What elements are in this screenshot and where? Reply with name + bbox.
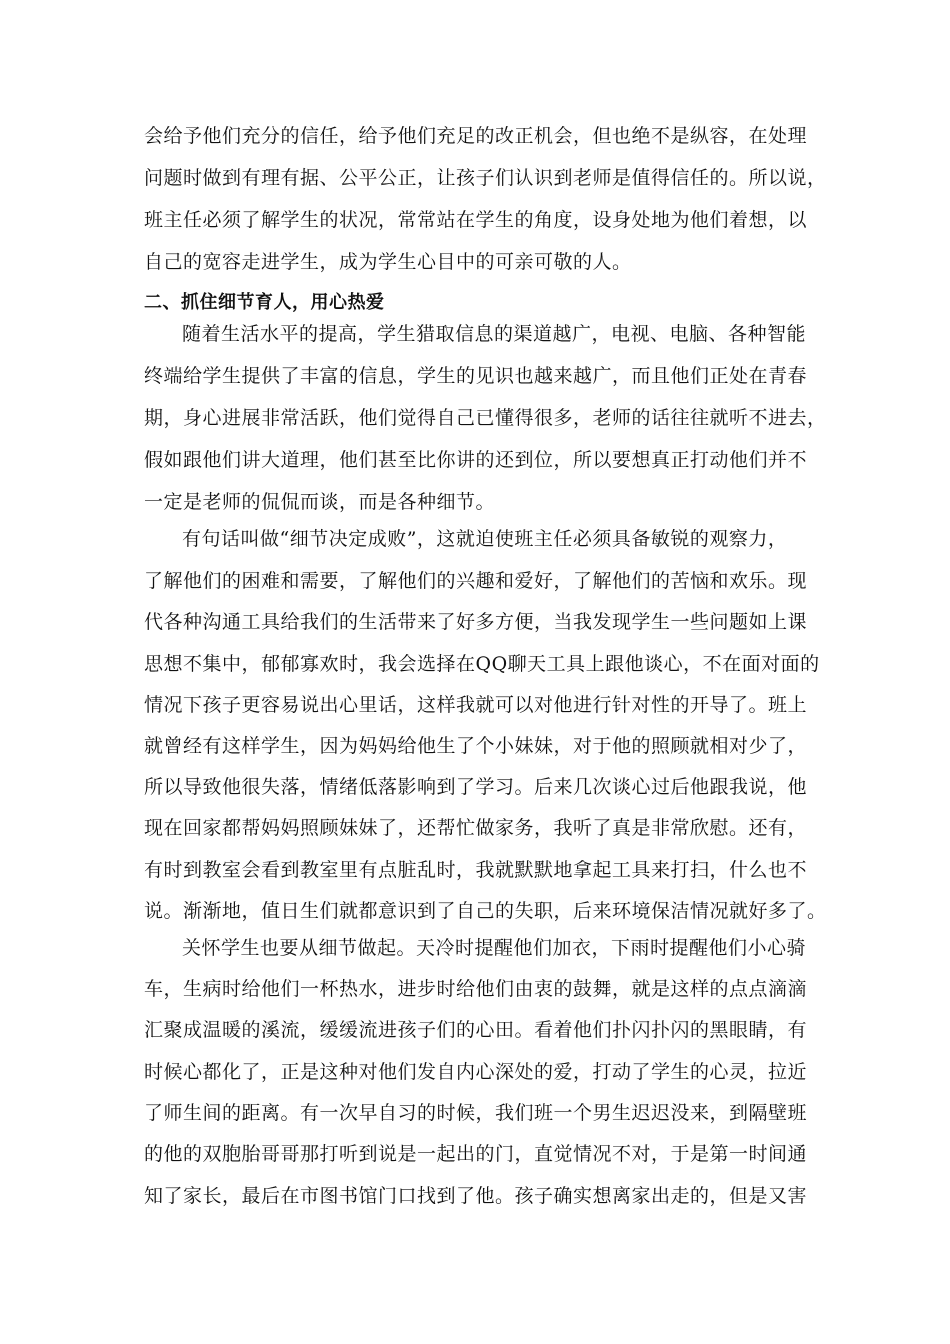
text-line: 所以导致他很失落，情绪低落影响到了学习。后来几次谈心过后他跟我说，他 bbox=[144, 776, 808, 798]
text-line: 说。渐渐地，值日生们就都意识到了自己的失职，后来环境保洁情况就好多了。 bbox=[144, 900, 827, 922]
text-line: 代各种沟通工具给我们的生活带来了好多方便，当我发现学生一些问题如上课 bbox=[144, 611, 808, 633]
text-line: 了师生间的距离。有一次早自习的时候，我们班一个男生迟迟没来，到隔壁班 bbox=[144, 1102, 808, 1124]
text-line: 终端给学生提供了丰富的信息，学生的见识也越来越广，而且他们正处在青春 bbox=[144, 365, 808, 387]
text-line: 就曾经有这样学生，因为妈妈给他生了个小妹妹，对于他的照顾就相对少了， bbox=[144, 735, 808, 757]
text-line: 假如跟他们讲大道理，他们甚至比你讲的还到位，所以要想真正打动他们并不 bbox=[144, 449, 808, 471]
text-line: 现在回家都帮妈妈照顾妹妹了，还帮忙做家务，我听了真是非常欣慰。还有， bbox=[144, 817, 808, 839]
text-line: 了解他们的困难和需要，了解他们的兴趣和爱好，了解他们的苦恼和欢乐。现 bbox=[144, 570, 808, 592]
text-line: 会给予他们充分的信任，给予他们充足的改正机会，但也绝不是纵容，在处理 bbox=[144, 125, 808, 147]
text-line: 期，身心进展非常活跃，他们觉得自己已懂得很多，老师的话往往就听不进去， bbox=[144, 407, 827, 429]
section-heading: 二、抓住细节育人，用心热爱 bbox=[144, 292, 385, 313]
text-line: 班主任必须了解学生的状况，常常站在学生的角度，设身处地为他们着想，以 bbox=[144, 209, 808, 231]
text-line: 的他的双胞胎哥哥那打听到说是一起出的门，直觉情况不对，于是第一时间通 bbox=[144, 1143, 808, 1165]
text-line: 知了家长，最后在市图书馆门口找到了他。孩子确实想离家出走的，但是又害 bbox=[144, 1185, 808, 1207]
text-line: 随着生活水平的提高，学生猎取信息的渠道越广，电视、电脑、各种智能 bbox=[182, 323, 807, 345]
text-line: 一定是老师的侃侃而谈，而是各种细节。 bbox=[144, 491, 496, 513]
text-line: 问题时做到有理有据、公平公正，让孩子们认识到老师是值得信任的。所以说， bbox=[144, 167, 827, 189]
text-line: 时候心都化了，正是这种对他们发自内心深处的爱，打动了学生的心灵，拉近 bbox=[144, 1061, 808, 1083]
text-line: 情况下孩子更容易说出心里话，这样我就可以对他进行针对性的开导了。班上 bbox=[144, 694, 808, 716]
text-line: 关怀学生也要从细节做起。天冷时提醒他们加衣，下雨时提醒他们小心骑 bbox=[182, 937, 807, 959]
text-line: 思想不集中，郁郁寡欢时，我会选择在QQ聊天工具上跟他谈心，不在面对面的 bbox=[144, 653, 820, 675]
text-line: 有时到教室会看到教室里有点脏乱时，我就默默地拿起工具来打扫，什么也不 bbox=[144, 859, 808, 881]
text-line: 汇聚成温暖的溪流，缓缓流进孩子们的心田。看着他们扑闪扑闪的黑眼睛，有 bbox=[144, 1019, 808, 1041]
text-line: 车，生病时给他们一杯热水，进步时给他们由衷的鼓舞，就是这样的点点滴滴 bbox=[144, 978, 808, 1000]
text-line: 自己的宽容走进学生，成为学生心目中的可亲可敬的人。 bbox=[144, 251, 632, 273]
text-line: 有句话叫做“细节决定成败”，这就迫使班主任必须具备敏锐的观察力， bbox=[182, 528, 788, 550]
